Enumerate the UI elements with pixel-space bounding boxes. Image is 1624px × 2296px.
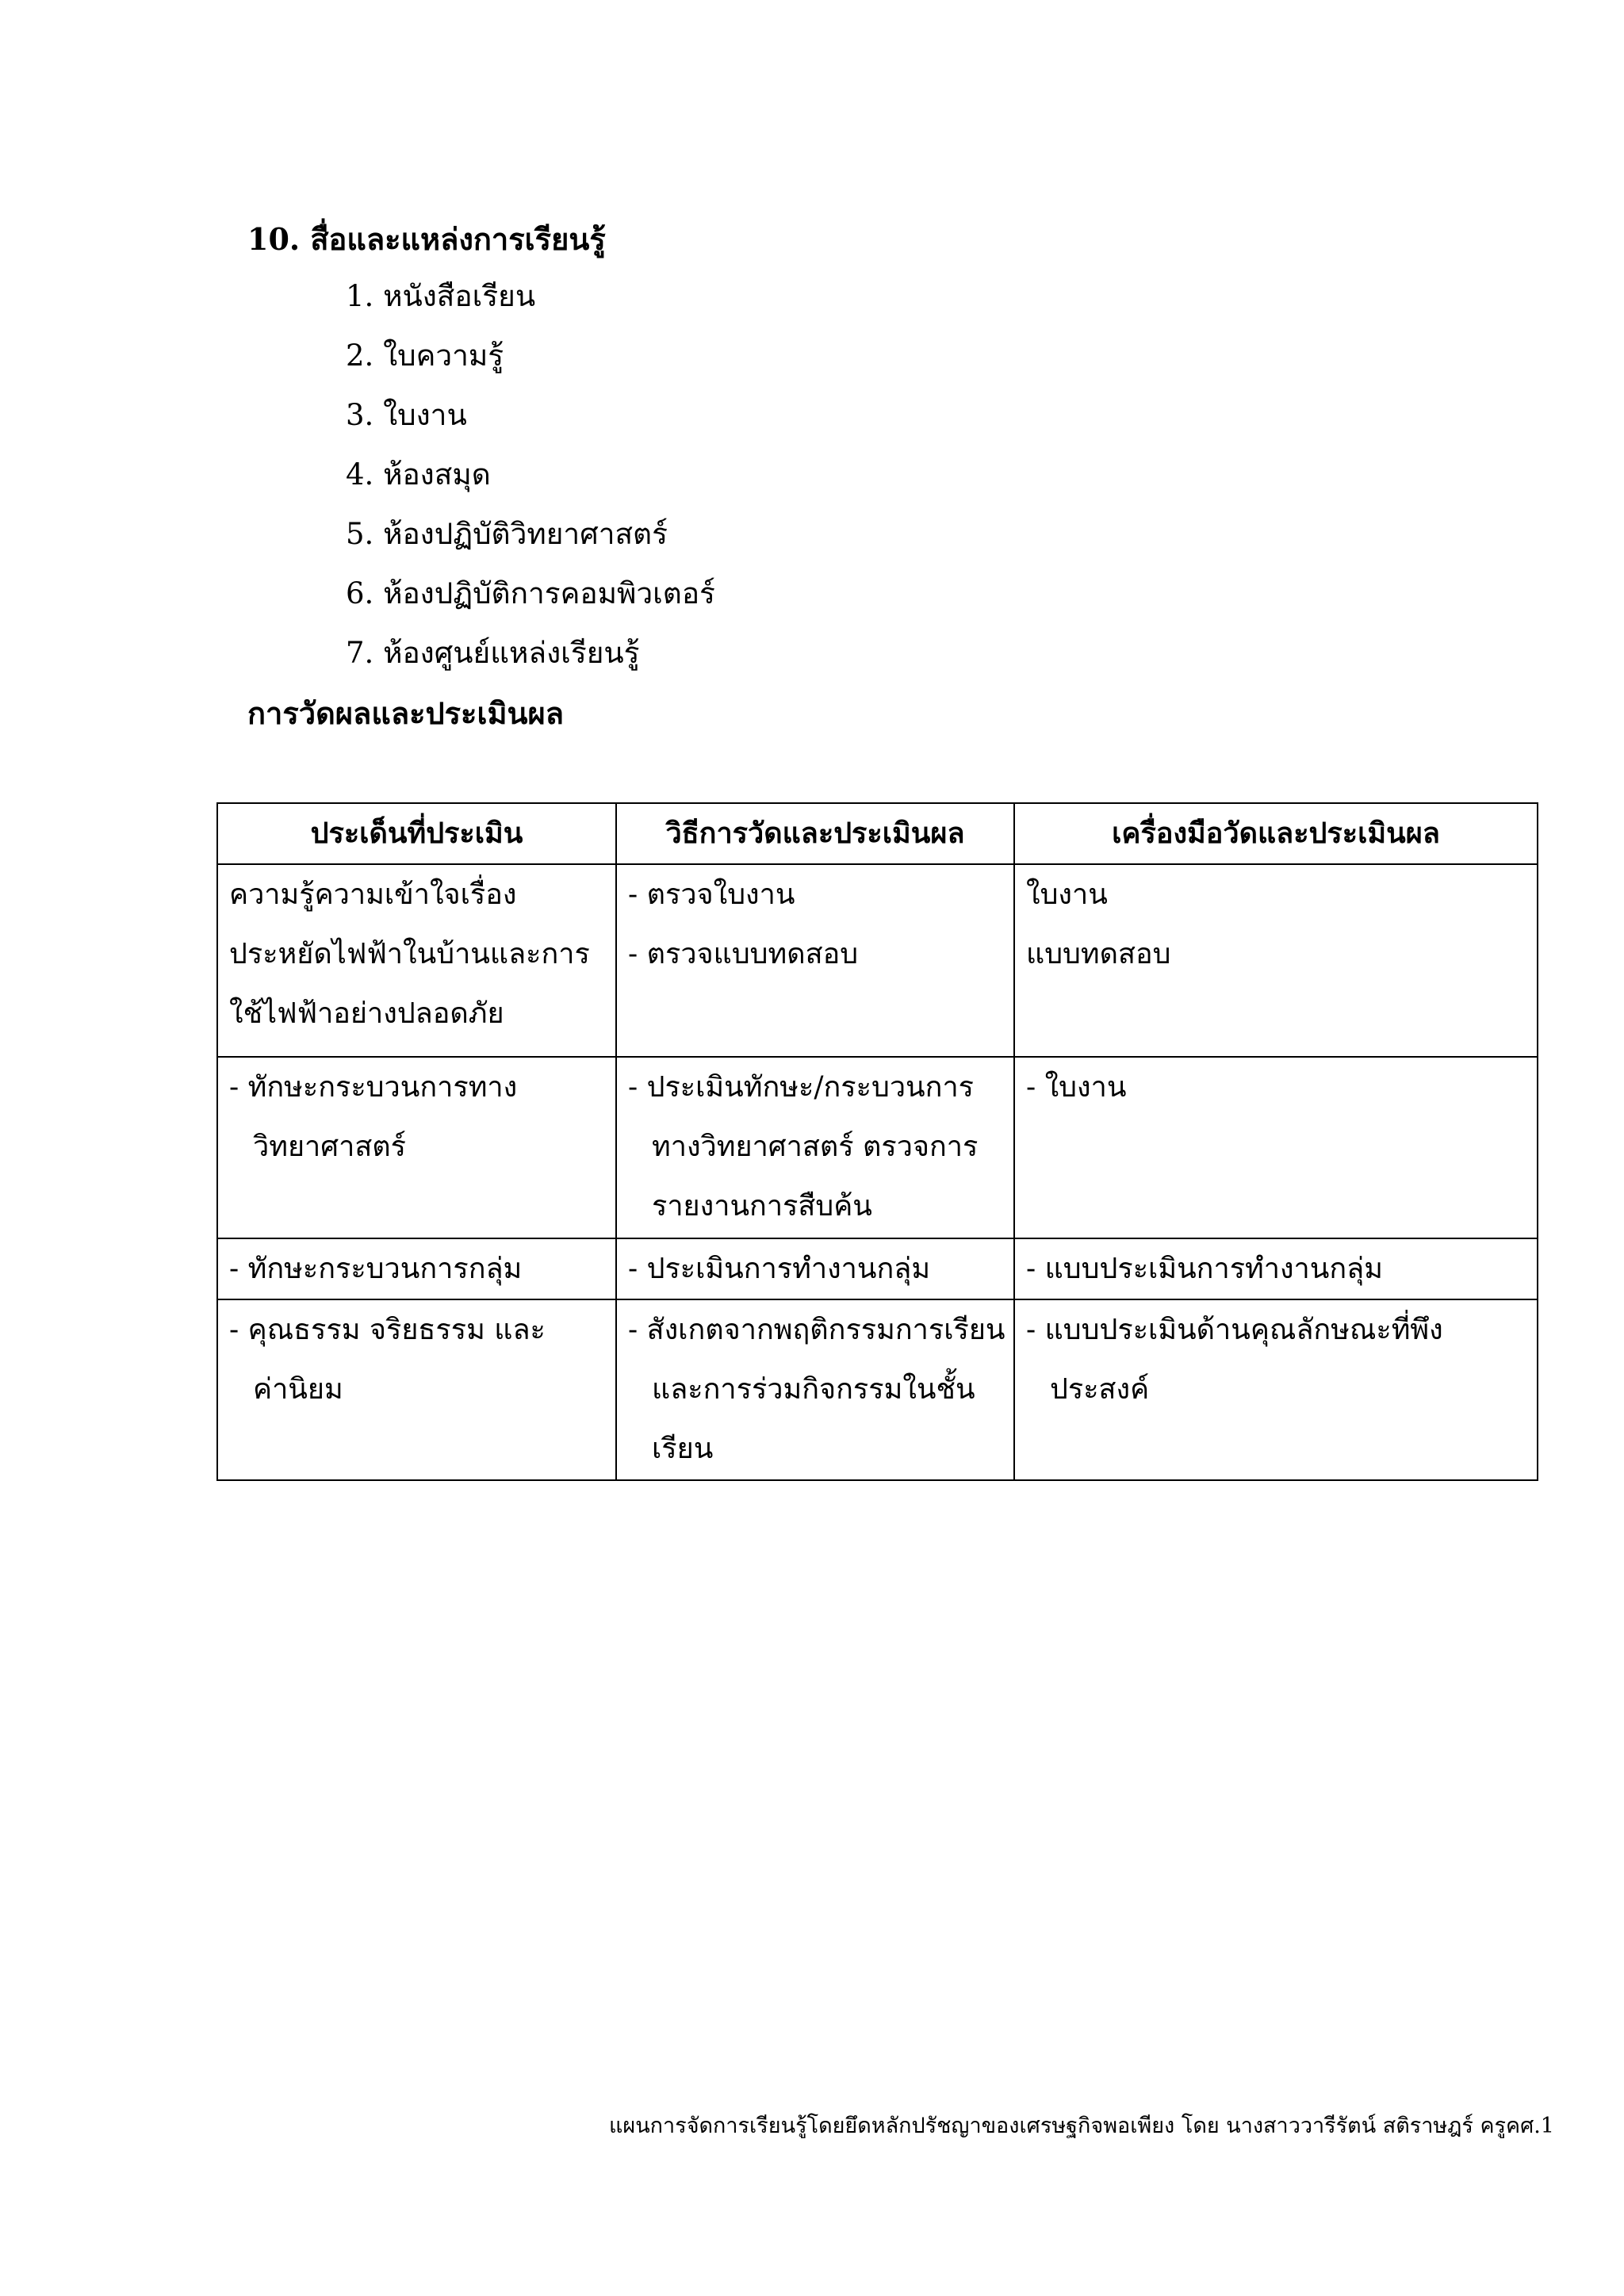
assessment-table [216,802,1538,1481]
cell-line: ประหยัดไฟฟ้าในบ้านและการ [229,938,590,970]
cell-line: - แบบประเมินการทำงานกลุ่ม [1026,1253,1383,1285]
cell-line: ประสงค์ [1050,1373,1150,1406]
cell-line: - ประเมินทักษะ/กระบวนการ [628,1071,974,1104]
resource-list [346,271,715,687]
cell-line: เรียน [652,1433,714,1465]
column-header: ประเด็นที่ประเมิน [217,803,616,864]
method-cell [616,864,1014,1057]
cell-line: และการร่วมกิจกรรมในชั้น [652,1373,975,1406]
cell-line: ความรู้ความเข้าใจเรื่อง [229,878,517,911]
cell-line: ทางวิทยาศาสตร์ ตรวจการ [652,1131,979,1163]
tool-cell [1014,1299,1538,1480]
tool-cell [1014,864,1538,1057]
table-row [217,1299,1538,1480]
column-header: เครื่องมือวัดและประเมินผล [1014,803,1538,864]
cell-line: - ตรวจแบบทดสอบ [628,938,859,970]
cell-line: - ทักษะกระบวนการทาง [229,1071,518,1104]
assessment-heading: การวัดผลและประเมินผล [247,695,565,731]
topic-cell [217,864,616,1057]
cell-line: รายงานการสืบค้น [652,1190,872,1223]
cell-line: วิทยาศาสตร์ [253,1131,407,1163]
table-header-row [217,803,1538,864]
cell-line: ใช้ไฟฟ้าอย่างปลอดภัย [229,997,504,1030]
method-cell [616,1238,1014,1299]
cell-line: - ใบงาน [1026,1071,1127,1104]
cell-line: - คุณธรรม จริยธรรม และ [229,1314,546,1346]
table-row [217,1057,1538,1238]
cell-line: - ทักษะกระบวนการกลุ่ม [229,1253,523,1285]
list-item: 3. ใบงาน [346,398,467,432]
column-header: วิธีการวัดและประเมินผล [616,803,1014,864]
table-row [217,1238,1538,1299]
topic-cell [217,1238,616,1299]
list-item: 5. ห้องปฏิบัติวิทยาศาสตร์ [346,517,668,551]
list-item: 1. หนังสือเรียน [346,279,536,313]
cell-line: ค่านิยม [253,1373,343,1406]
cell-line: - ตรวจใบงาน [628,878,795,911]
section-heading: 10. สื่อและแหล่งการเรียนรู้ [247,221,606,257]
cell-line: แบบทดสอบ [1026,938,1171,970]
list-item: 7. ห้องศูนย์แหล่งเรียนรู้ [346,636,640,670]
method-cell [616,1057,1014,1238]
page-footer: แผนการจัดการเรียนรู้โดยยึดหลักปรัชญาของเศรษฐกิจพอเพียง โดย นางสาววารีรัตน์ สติราษฎร์ ครูคศ.1 [609,2114,1554,2138]
cell-line: ใบงาน [1026,878,1108,911]
table-row [217,864,1538,1057]
topic-cell [217,1299,616,1480]
cell-line: - ประเมินการทำงานกลุ่ม [628,1253,931,1285]
list-item: 6. ห้องปฏิบัติการคอมพิวเตอร์ [346,576,715,610]
list-item: 2. ใบความรู้ [346,339,504,373]
topic-cell [217,1057,616,1238]
list-item: 4. ห้องสมุด [346,457,491,492]
cell-line: - สังเกตจากพฤติกรรมการเรียน [628,1314,1005,1346]
cell-line: - แบบประเมินด้านคุณลักษณะที่พึง [1026,1314,1443,1346]
tool-cell [1014,1238,1538,1299]
tool-cell [1014,1057,1538,1238]
method-cell [616,1299,1014,1480]
